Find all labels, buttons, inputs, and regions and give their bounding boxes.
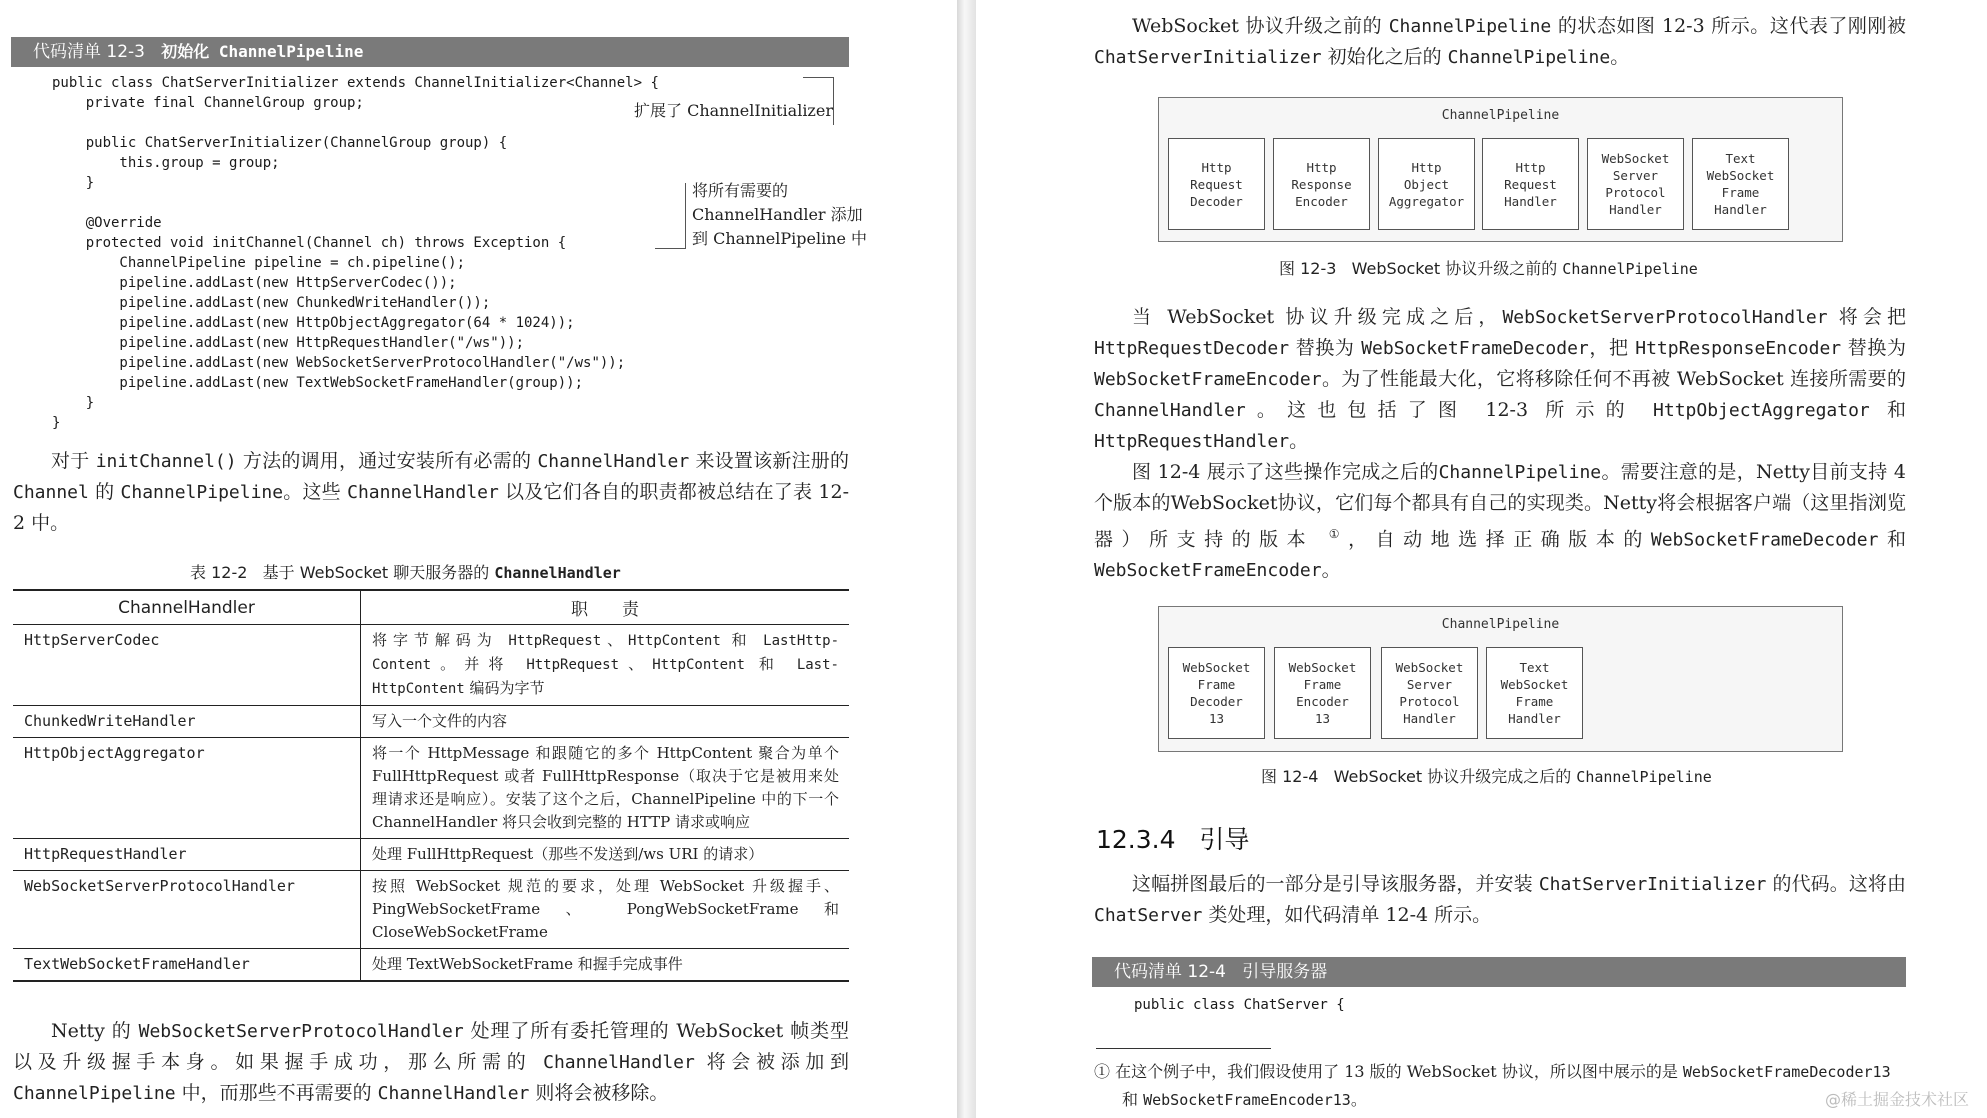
- column-header: ChannelHandler: [13, 590, 361, 625]
- handler-description: 将字节解码为 HttpRequest、HttpContent 和 LastHttp-Content。并将 HttpRequest、HttpContent 和 Last-HttpContent 编码为字节: [361, 625, 850, 706]
- pipeline-label: ChannelPipeline: [1441, 108, 1560, 123]
- right-page: [976, 0, 1987, 1118]
- annotation-line: 将所有需要的: [692, 181, 789, 200]
- table-row: [13, 738, 849, 839]
- paragraph-after-upgrade: 当 WebSocket 协议升级完成之后，WebSocketServerProtocolHandler 将会把 HttpRequestDecoder 替换为 WebSocketFrameDecoder，把 HttpResponseEncoder 替换为 WebSocketFrameEncoder。为了性能最大化，它将移除任何不再被 WebSocket 连接所需要的 ChannelHandler。这也包括了图 12-3 所示的 HttpObjectAggregator 和 HttpRequestHandler。: [1094, 306, 1906, 452]
- footnote-marker[interactable]: ①: [1328, 527, 1349, 541]
- handler-box: WebSocket Frame Encoder 13: [1274, 647, 1371, 739]
- paragraph-figure-12-4: 图 12-4 展示了这些操作完成之后的ChannelPipeline。需要注意的是，Netty目前支持 4 个版本的WebSocket协议，它们每个都具有自己的实现类。Netty将会根据客户端（这里指浏览器）所支持的版本 ①，自动地选择正确版本的WebSocketFrameDecoder和WebSocketFrameEncoder。: [1094, 461, 1906, 582]
- listing-title: 初始化 ChannelPipeline: [161, 42, 364, 61]
- annotation-extends: 扩展了 ChannelInitializer: [634, 101, 833, 120]
- handler-table: [13, 589, 849, 982]
- handler-name: TextWebSocketFrameHandler: [13, 949, 361, 982]
- code-listing-12-4-header: [1092, 957, 1906, 987]
- paragraph-netty-protocol: Netty 的 WebSocketServerProtocolHandler 处理了所有委托管理的 WebSocket 帧类型以及升级握手本身。如果握手成功，那么所需的 ChannelHandler 将会被添加到 ChannelPipeline 中，而那些不再需要的 ChannelHandler 则将会被移除。: [13, 1020, 849, 1104]
- annotation-leader: [803, 77, 833, 78]
- handler-description: 按照 WebSocket 规范的要求，处理 WebSocket 升级握手、PingWebSocketFrame 、 PongWebSocketFrame 和 CloseWebSocketFrame: [361, 871, 850, 949]
- watermark: @稀土掘金技术社区: [1824, 1090, 1969, 1109]
- section-heading: 12.3.4 引导: [1096, 825, 1250, 854]
- handler-box: Http Request Handler: [1482, 138, 1579, 230]
- handler-description: 将一个 HttpMessage 和跟随它的多个 HttpContent 聚合为单个 FullHttpRequest 或者 FullHttpResponse（取决于它是被用来处理请求还是响应）。安装了这个之后，ChannelPipeline 中的下一个 ChannelHandler 将只会收到完整的 HTTP 请求或响应: [361, 738, 850, 839]
- handler-box: Http Object Aggregator: [1378, 138, 1475, 230]
- footnote: ① 在这个例子中，我们假设使用了 13 版的 WebSocket 协议，所以图中展示的是 WebSocketFrameDecoder13 和 WebSocketFrameEncoder13。: [1094, 1062, 1891, 1109]
- handler-box: WebSocket Server Protocol Handler: [1587, 138, 1684, 230]
- annotation-bracket: [685, 183, 686, 249]
- handler-description: 处理 FullHttpRequest（那些不发送到/ws URI 的请求）: [361, 839, 850, 871]
- listing-label: 代码清单 12-4: [1114, 962, 1226, 982]
- book-gutter: [957, 0, 976, 1118]
- pipeline-diagram-before: [1158, 97, 1843, 242]
- table-row: [13, 871, 849, 949]
- handler-description: 处理 TextWebSocketFrame 和握手完成事件: [361, 949, 850, 982]
- table-caption: 表 12-2 基于 WebSocket 聊天服务器的 ChannelHandler: [190, 563, 621, 582]
- annotation-bracket: [833, 77, 834, 125]
- table-row: [13, 949, 849, 982]
- handler-box: Http Request Decoder: [1168, 138, 1265, 230]
- listing-title: 引导服务器: [1242, 962, 1328, 982]
- paragraph-before-upgrade: WebSocket 协议升级之前的 ChannelPipeline 的状态如图 12-3 所示。这代表了刚刚被 ChatServerInitializer 初始化之后的 ChannelPipeline。: [1094, 15, 1906, 68]
- figure-caption-12-4: 图 12-4 WebSocket 协议升级完成之后的 ChannelPipeline: [1261, 767, 1712, 786]
- table-row: [13, 706, 849, 738]
- table-row: [13, 839, 849, 871]
- column-header: 职 责: [361, 590, 850, 625]
- handler-box: WebSocket Server Protocol Handler: [1381, 647, 1478, 739]
- figure-caption-12-3: 图 12-3 WebSocket 协议升级之前的 ChannelPipeline: [1279, 259, 1698, 278]
- table-header-row: [13, 590, 849, 625]
- left-page: [0, 0, 957, 1118]
- pipeline-diagram-after: [1158, 606, 1843, 752]
- handler-name: WebSocketServerProtocolHandler: [13, 871, 361, 949]
- handler-box: Http Response Encoder: [1273, 138, 1370, 230]
- handler-box: WebSocket Frame Decoder 13: [1168, 647, 1265, 739]
- handler-name: ChunkedWriteHandler: [13, 706, 361, 738]
- footnote-divider: [1096, 1048, 1271, 1049]
- annotation-leader: [655, 248, 685, 249]
- paragraph-bootstrap: 这幅拼图最后的一部分是引导该服务器，并安装 ChatServerInitializer 的代码。这将由 ChatServer 类处理，如代码清单 12-4 所示。: [1094, 873, 1906, 926]
- listing-label: 代码清单 12-3: [33, 42, 145, 62]
- paragraph-initchannel: 对于 initChannel() 方法的调用，通过安装所有必需的 ChannelHandler 来设置该新注册的 Channel 的 ChannelPipeline。这些 ChannelHandler 以及它们各自的职责都被总结在了表 12-2 中。: [13, 450, 850, 534]
- annotation-line: 到 ChannelPipeline 中: [692, 229, 868, 248]
- handler-name: HttpObjectAggregator: [13, 738, 361, 839]
- handler-box: Text WebSocket Frame Handler: [1692, 138, 1789, 230]
- code-listing-12-4: public class ChatServer {: [1134, 997, 1345, 1013]
- handler-box: Text WebSocket Frame Handler: [1486, 647, 1583, 739]
- code-listing-12-3: public class ChatServerInitializer extends ChannelInitializer<Channel> { private final ChannelGroup group; public ChatServerInitializer(ChannelGroup group) { this.group = group; } @Override protected void initChannel(Channel ch) throws Exception { ChannelPipeline pipeline = ch.pipeline(); pipeline.addLast(new HttpServerCodec()); pipeline.addLast(new ChunkedWriteHandler()); pipeline.addLast(new HttpObjectAggregator(64 * 1024)); pipeline.addLast(new HttpRequestHandler("/ws")); pipeline.addLast(new WebSocketServerProtocolHandler("/ws")); pipeline.addLast(new TextWebSocketFrameHandler(group)); } }: [52, 75, 659, 431]
- annotation-add-handlers: [692, 179, 867, 251]
- table-row: [13, 625, 849, 706]
- handler-description: 写入一个文件的内容: [361, 706, 850, 738]
- handler-name: HttpServerCodec: [13, 625, 361, 706]
- annotation-line: ChannelHandler 添加: [692, 205, 863, 224]
- code-listing-12-3-header: [11, 37, 849, 67]
- pipeline-label: ChannelPipeline: [1441, 617, 1560, 632]
- handler-name: HttpRequestHandler: [13, 839, 361, 871]
